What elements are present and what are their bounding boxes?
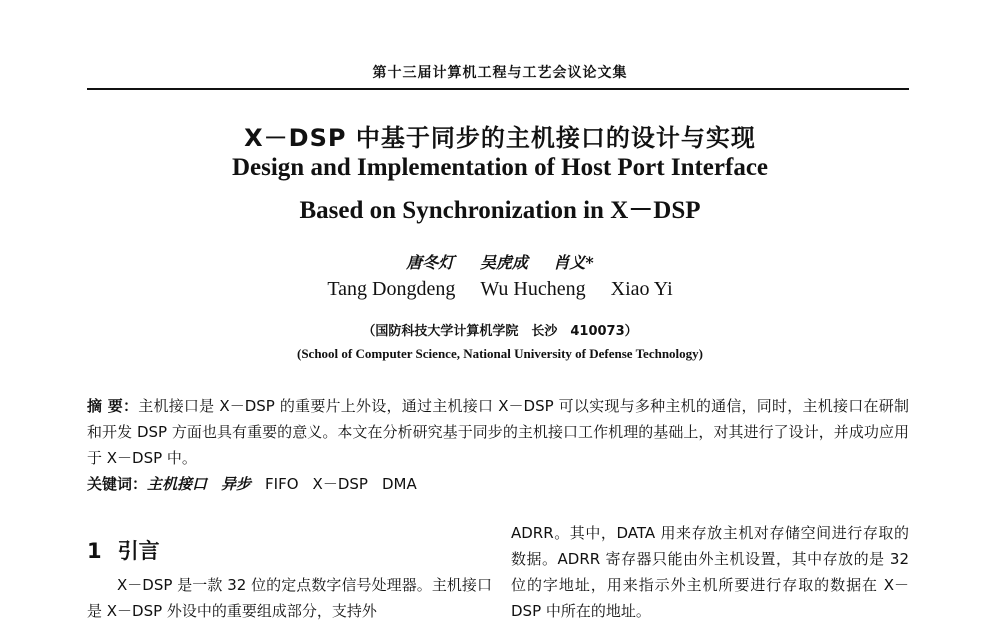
section-heading (87, 535, 160, 565)
author-en-1: Tang Dongdeng (327, 278, 456, 300)
keywords-label: 关键词： (87, 475, 148, 493)
abstract-label: 摘 要： (87, 397, 139, 415)
authors-english (0, 278, 1000, 301)
section-number: 1 (87, 539, 102, 563)
keyword-4: X－DSP (312, 475, 368, 493)
title-chinese: X－DSP 中基于同步的主机接口的设计与实现 (244, 124, 756, 152)
keyword-5: DMA (381, 475, 417, 493)
running-header: 第十三届计算机工程与工艺会议论文集 (372, 65, 628, 81)
abstract-text: 主机接口是 X－DSP 的重要片上外设，通过主机接口 X－DSP 可以实现与多种主机的通信，同时，主机接口在研制和开发 DSP 方面也具有重要的意义。本文在分析研究基于同步的主机接口工作机理的基础上，对其进行了设计，并成功应用于 X－DSP 中。 (87, 397, 909, 467)
author-zh-2: 吴虎成 (479, 253, 528, 272)
body-right-column: ADRR。其中，DATA 用来存放主机对存储空间进行存取的数据。ADRR 寄存器只能由外主机设置，其中存放的是 32 位的字地址，用来指示外主机所要进行存取的数据在 X－DSP 中所在的地址。 (511, 524, 909, 620)
section-title: 引言 (117, 539, 160, 563)
header-rule (87, 88, 909, 90)
author-en-2: Wu Hucheng (480, 278, 586, 300)
title-english-line2: Based on Synchronization in X－DSP (299, 197, 701, 224)
keyword-2: 异步 (221, 475, 252, 493)
keyword-1: 主机接口 (147, 475, 208, 493)
keywords (87, 471, 909, 497)
abstract (87, 393, 909, 471)
author-zh-3: 肖义* (553, 253, 594, 272)
affiliation-chinese: （国防科技大学计算机学院 长沙 410073） (362, 324, 638, 339)
authors-chinese (0, 250, 1000, 273)
body-left-column: X－DSP 是一款 32 位的定点数字信号处理器。主机接口是 X－DSP 外设中的重要组成部分，支持外 (87, 576, 492, 620)
author-zh-1: 唐冬灯 (406, 253, 455, 272)
author-en-3: Xiao Yi (610, 278, 673, 300)
affiliation-english: (School of Computer Science, National University of Defense Technology) (297, 346, 703, 361)
title-english-line1: Design and Implementation of Host Port Interface (231, 154, 769, 181)
keyword-3: FIFO (265, 475, 299, 493)
